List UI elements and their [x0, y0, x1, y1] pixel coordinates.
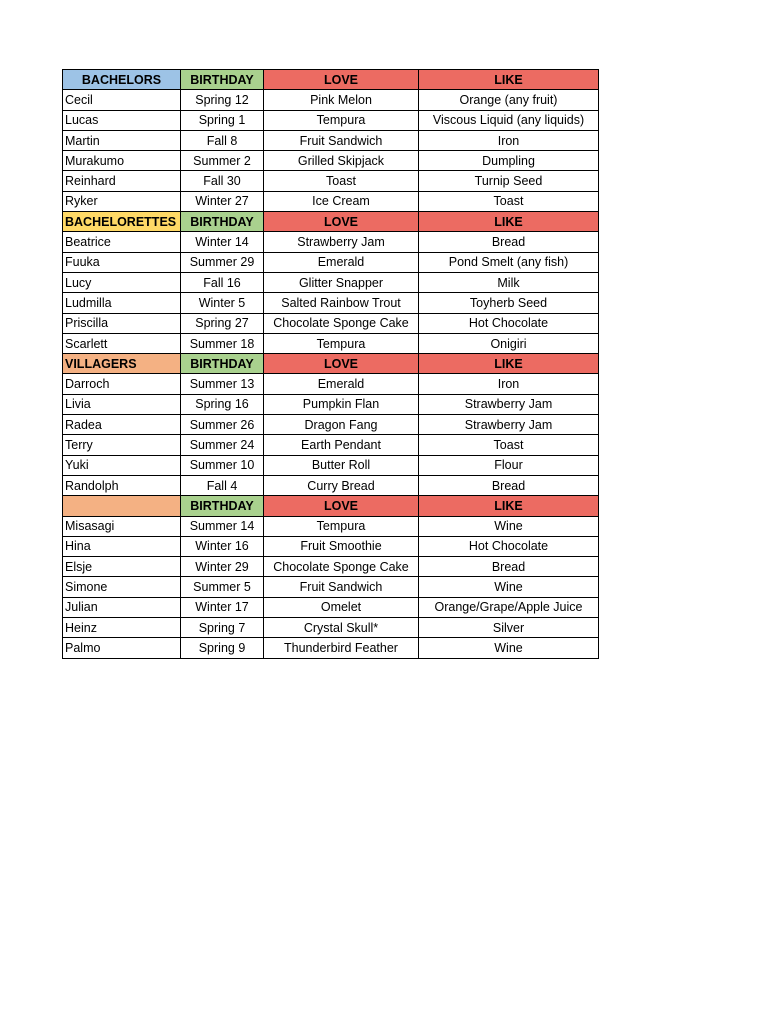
table-row	[63, 252, 599, 272]
birthday-column-header: BIRTHDAY	[181, 70, 264, 90]
birthday-cell: Winter 17	[181, 597, 264, 617]
name-cell: Murakumo	[63, 151, 181, 171]
table-row	[63, 475, 599, 495]
name-cell: Fuuka	[63, 252, 181, 272]
like-cell: Dumpling	[419, 151, 599, 171]
birthday-cell: Spring 7	[181, 618, 264, 638]
like-cell: Iron	[419, 130, 599, 150]
love-cell: Dragon Fang	[264, 415, 419, 435]
love-cell: Crystal Skull*	[264, 618, 419, 638]
section-title-villagers: VILLAGERS	[63, 354, 181, 374]
name-cell: Ludmilla	[63, 293, 181, 313]
birthday-cell: Summer 26	[181, 415, 264, 435]
like-cell: Orange/Grape/Apple Juice	[419, 597, 599, 617]
table-row	[63, 374, 599, 394]
table-row	[63, 130, 599, 150]
birthday-cell: Spring 12	[181, 90, 264, 110]
birthday-cell: Summer 14	[181, 516, 264, 536]
birthday-cell: Spring 16	[181, 394, 264, 414]
like-cell: Orange (any fruit)	[419, 90, 599, 110]
table-row	[63, 191, 599, 211]
name-cell: Radea	[63, 415, 181, 435]
birthday-cell: Winter 5	[181, 293, 264, 313]
love-column-header: LOVE	[264, 212, 419, 232]
name-cell: Lucas	[63, 110, 181, 130]
birthday-cell: Fall 16	[181, 272, 264, 292]
birthday-cell: Summer 24	[181, 435, 264, 455]
like-column-header: LIKE	[419, 212, 599, 232]
love-cell: Emerald	[264, 374, 419, 394]
name-cell: Lucy	[63, 272, 181, 292]
name-cell: Martin	[63, 130, 181, 150]
birthday-cell: Summer 2	[181, 151, 264, 171]
like-cell: Strawberry Jam	[419, 415, 599, 435]
table-row	[63, 272, 599, 292]
love-cell: Strawberry Jam	[264, 232, 419, 252]
birthday-cell: Winter 27	[181, 191, 264, 211]
birthday-cell: Summer 5	[181, 577, 264, 597]
section-title-bachelorettes: BACHELORETTES	[63, 212, 181, 232]
name-cell: Yuki	[63, 455, 181, 475]
like-cell: Bread	[419, 557, 599, 577]
like-cell: Flour	[419, 455, 599, 475]
like-column-header: LIKE	[419, 496, 599, 516]
table-row	[63, 455, 599, 475]
like-cell: Pond Smelt (any fish)	[419, 252, 599, 272]
like-cell: Wine	[419, 577, 599, 597]
section-header-others	[63, 496, 599, 516]
love-cell: Salted Rainbow Trout	[264, 293, 419, 313]
love-cell: Fruit Smoothie	[264, 536, 419, 556]
table-row	[63, 171, 599, 191]
like-cell: Turnip Seed	[419, 171, 599, 191]
table-row	[63, 415, 599, 435]
name-cell: Elsje	[63, 557, 181, 577]
love-cell: Tempura	[264, 516, 419, 536]
table-row	[63, 516, 599, 536]
like-column-header: LIKE	[419, 354, 599, 374]
name-cell: Darroch	[63, 374, 181, 394]
section-title-others	[63, 496, 181, 516]
love-cell: Pink Melon	[264, 90, 419, 110]
table-row	[63, 577, 599, 597]
name-cell: Beatrice	[63, 232, 181, 252]
section-header-bachelors	[63, 70, 599, 90]
like-cell: Strawberry Jam	[419, 394, 599, 414]
table-row	[63, 293, 599, 313]
love-cell: Fruit Sandwich	[264, 130, 419, 150]
birthday-cell: Spring 1	[181, 110, 264, 130]
birthday-cell: Spring 9	[181, 638, 264, 658]
table-row	[63, 232, 599, 252]
birthday-column-header: BIRTHDAY	[181, 496, 264, 516]
name-cell: Livia	[63, 394, 181, 414]
like-cell: Silver	[419, 618, 599, 638]
name-cell: Cecil	[63, 90, 181, 110]
name-cell: Simone	[63, 577, 181, 597]
love-cell: Emerald	[264, 252, 419, 272]
name-cell: Palmo	[63, 638, 181, 658]
love-column-header: LOVE	[264, 70, 419, 90]
name-cell: Heinz	[63, 618, 181, 638]
love-cell: Glitter Snapper	[264, 272, 419, 292]
love-cell: Tempura	[264, 110, 419, 130]
birthday-cell: Winter 29	[181, 557, 264, 577]
love-cell: Chocolate Sponge Cake	[264, 313, 419, 333]
like-cell: Iron	[419, 374, 599, 394]
love-column-header: LOVE	[264, 354, 419, 374]
love-cell: Butter Roll	[264, 455, 419, 475]
birthday-cell: Spring 27	[181, 313, 264, 333]
name-cell: Reinhard	[63, 171, 181, 191]
birthday-column-header: BIRTHDAY	[181, 212, 264, 232]
like-cell: Wine	[419, 638, 599, 658]
name-cell: Hina	[63, 536, 181, 556]
like-column-header: LIKE	[419, 70, 599, 90]
section-header-bachelorettes	[63, 212, 599, 232]
love-cell: Pumpkin Flan	[264, 394, 419, 414]
name-cell: Priscilla	[63, 313, 181, 333]
birthday-cell: Fall 30	[181, 171, 264, 191]
like-cell: Hot Chocolate	[419, 536, 599, 556]
birthday-cell: Summer 13	[181, 374, 264, 394]
table-row	[63, 618, 599, 638]
gift-table-body	[63, 70, 599, 659]
love-cell: Ice Cream	[264, 191, 419, 211]
like-cell: Milk	[419, 272, 599, 292]
love-cell: Chocolate Sponge Cake	[264, 557, 419, 577]
birthday-cell: Summer 18	[181, 333, 264, 353]
name-cell: Terry	[63, 435, 181, 455]
birthday-cell: Fall 4	[181, 475, 264, 495]
table-row	[63, 394, 599, 414]
love-cell: Thunderbird Feather	[264, 638, 419, 658]
birthday-cell: Summer 10	[181, 455, 264, 475]
gift-table	[62, 69, 599, 659]
like-cell: Wine	[419, 516, 599, 536]
table-row	[63, 435, 599, 455]
love-cell: Earth Pendant	[264, 435, 419, 455]
love-column-header: LOVE	[264, 496, 419, 516]
love-cell: Tempura	[264, 333, 419, 353]
table-row	[63, 313, 599, 333]
birthday-column-header: BIRTHDAY	[181, 354, 264, 374]
love-cell: Fruit Sandwich	[264, 577, 419, 597]
name-cell: Scarlett	[63, 333, 181, 353]
like-cell: Toast	[419, 191, 599, 211]
table-row	[63, 557, 599, 577]
birthday-cell: Summer 29	[181, 252, 264, 272]
like-cell: Viscous Liquid (any liquids)	[419, 110, 599, 130]
table-row	[63, 151, 599, 171]
table-row	[63, 90, 599, 110]
table-row	[63, 536, 599, 556]
love-cell: Omelet	[264, 597, 419, 617]
birthday-cell: Winter 14	[181, 232, 264, 252]
birthday-cell: Winter 16	[181, 536, 264, 556]
like-cell: Onigiri	[419, 333, 599, 353]
name-cell: Ryker	[63, 191, 181, 211]
love-cell: Grilled Skipjack	[264, 151, 419, 171]
like-cell: Bread	[419, 232, 599, 252]
like-cell: Bread	[419, 475, 599, 495]
love-cell: Toast	[264, 171, 419, 191]
table-row	[63, 597, 599, 617]
like-cell: Toast	[419, 435, 599, 455]
birthday-cell: Fall 8	[181, 130, 264, 150]
table-row	[63, 110, 599, 130]
section-title-bachelors: BACHELORS	[63, 70, 181, 90]
section-header-villagers	[63, 354, 599, 374]
like-cell: Toyherb Seed	[419, 293, 599, 313]
name-cell: Julian	[63, 597, 181, 617]
love-cell: Curry Bread	[264, 475, 419, 495]
table-row	[63, 638, 599, 658]
table-row	[63, 333, 599, 353]
name-cell: Misasagi	[63, 516, 181, 536]
name-cell: Randolph	[63, 475, 181, 495]
like-cell: Hot Chocolate	[419, 313, 599, 333]
